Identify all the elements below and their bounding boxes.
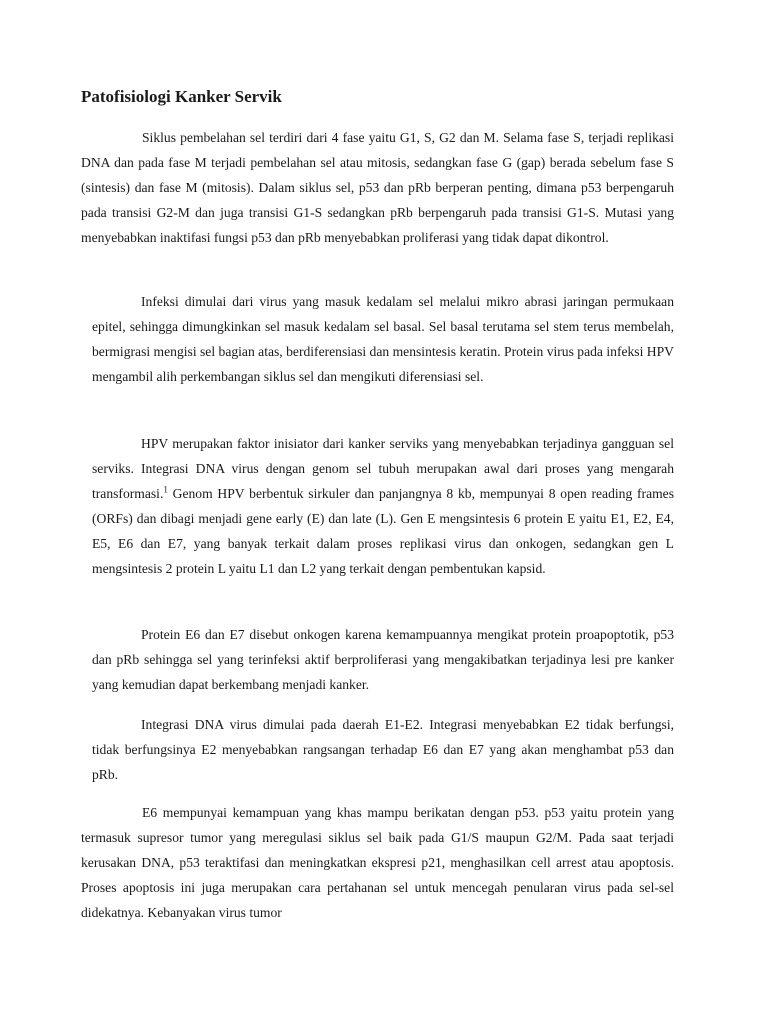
paragraph-text: Protein E6 dan E7 disebut onkogen karena kemampuannya mengikat protein proapoptotik, p53 dan pRb sehingga sel yang terinfeksi aktif berproliferasi yang mengakibatkan terjadinya lesi pre kanker yang kemudian dapat berkembang menjadi kanker. xyxy=(92,627,674,692)
paragraph-hpv-genome xyxy=(92,431,674,581)
footnote-reference: 1 xyxy=(163,484,168,495)
document-title: Patofisiologi Kanker Servik xyxy=(81,87,282,106)
paragraph-text: Siklus pembelahan sel terdiri dari 4 fase yaitu G1, S, G2 dan M. Selama fase S, terjadi replikasi DNA dan pada fase M terjadi pembelahan sel atau mitosis, sedangkan fase G (gap) berada sebelum fase S (sintesis) dan fase M (mitosis). Dalam siklus sel, p53 dan pRb berperan penting, dimana p53 berpengaruh pada transisi G2-M dan juga transisi G1-S sedangkan pRb berpengaruh pada transisi G1-S. Mutasi yang menyebabkan inaktifasi fungsi p53 dan pRb menyebabkan proliferasi yang tidak dapat dikontrol. xyxy=(81,130,674,245)
paragraph-cell-cycle xyxy=(81,125,674,250)
paragraph-text: E6 mempunyai kemampuan yang khas mampu berikatan dengan p53. p53 yaitu protein yang termasuk supresor tumor yang meregulasi siklus sel baik pada G1/S maupun G2/M. Pada saat terjadi kerusakan DNA, p53 teraktifasi dan meningkatkan ekspresi p21, menghasilkan cell arrest atau apoptosis. Proses apoptosis ini juga merupakan cara pertahanan sel untuk mencegah penularan virus pada sel-sel didekatnya. Kebanyakan virus tumor xyxy=(81,805,674,920)
paragraph-infection xyxy=(92,289,674,389)
paragraph-text: Integrasi DNA virus dimulai pada daerah E1-E2. Integrasi menyebabkan E2 tidak berfungsi, tidak berfungsinya E2 menyebabkan rangsangan terhadap E6 dan E7 yang akan menghambat p53 dan pRb. xyxy=(92,717,674,782)
paragraph-text: HPV merupakan faktor inisiator dari kanker serviks yang menyebabkan terjadinya gangguan sel serviks. Integrasi DNA virus dengan genom sel tubuh merupakan awal dari proses yang mengarah transformasi. xyxy=(92,436,674,501)
paragraph-e6-p53 xyxy=(81,800,674,925)
paragraph-oncogene xyxy=(92,622,674,697)
paragraph-text: Infeksi dimulai dari virus yang masuk kedalam sel melalui mikro abrasi jaringan permukaan epitel, sehingga dimungkinkan sel masuk kedalam sel basal. Sel basal terutama sel stem terus membelah, bermigrasi mengisi sel bagian atas, berdiferensiasi dan mensintesis keratin. Protein virus pada infeksi HPV mengambil alih perkembangan siklus sel dan mengikuti diferensiasi sel. xyxy=(92,294,674,384)
paragraph-integration xyxy=(92,712,674,787)
paragraph-text-continued: Genom HPV berbentuk sirkuler dan panjangnya 8 kb, mempunyai 8 open reading frames (ORFs) dan dibagi menjadi gene early (E) dan late (L). Gen E mengsintesis 6 protein E yaitu E1, E2, E4, E5, E6 dan E7, yang banyak terkait dalam proses replikasi virus dan onkogen, sedangkan gen L mengsintesis 2 protein L yaitu L1 dan L2 yang terkait dengan pembentukan kapsid. xyxy=(92,486,674,576)
